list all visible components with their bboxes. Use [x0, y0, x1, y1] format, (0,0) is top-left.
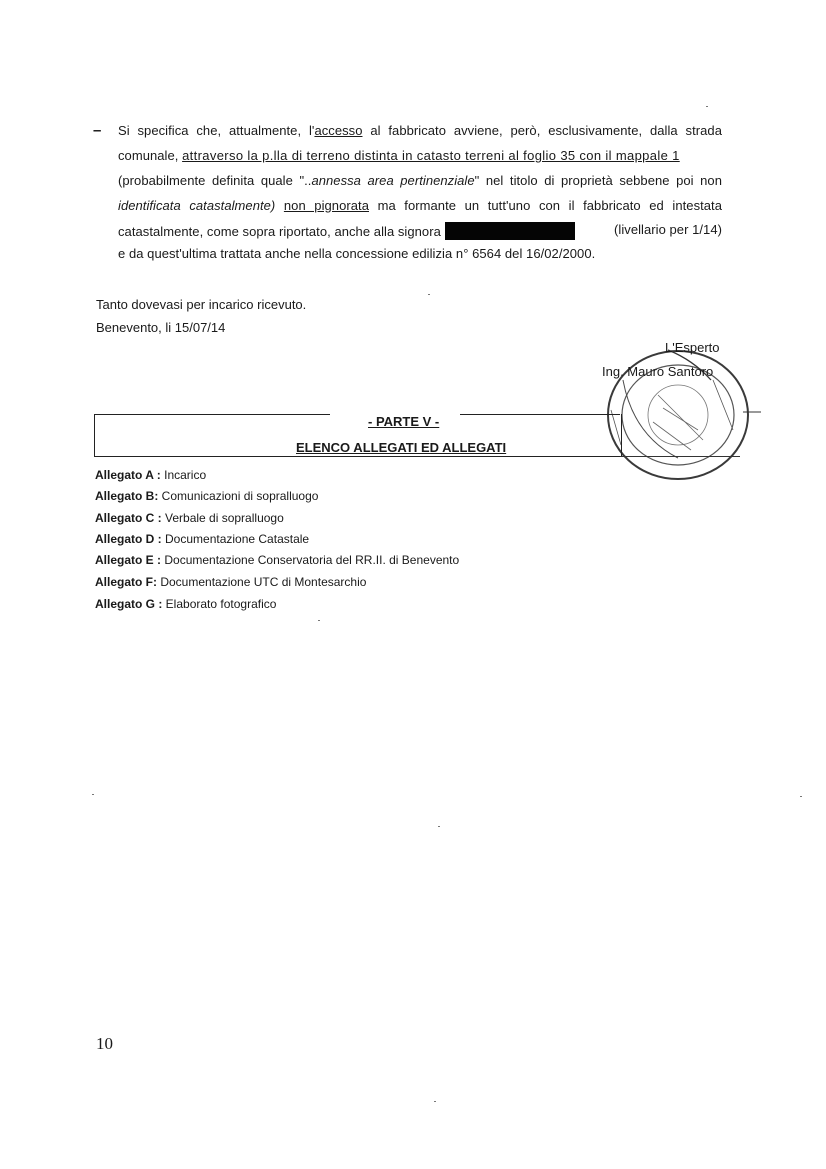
closing-line: Tanto dovevasi per incarico ricevuto.: [96, 297, 307, 312]
scan-speck: [800, 796, 802, 797]
paragraph-line-3: (probabilmente definita quale "..annessa area pertinenziale" nel titolo di proprietà sebbene poi non: [118, 173, 722, 188]
redaction-bar: [445, 222, 575, 240]
scan-speck: [438, 826, 440, 827]
list-item: Allegato A : Incarico: [95, 468, 207, 482]
scan-speck: [706, 106, 708, 107]
scan-speck: [428, 294, 430, 295]
list-item: Allegato D : Documentazione Catastale: [95, 532, 310, 546]
paragraph-line-5: catastalmente, come sopra riportato, anche alla signora (livellario per 1/14): [118, 222, 722, 239]
list-item: Allegato B: Comunicazioni di sopralluogo: [95, 489, 319, 503]
paragraph-line-2: comunale, attraverso la p.lla di terreno distinta in catasto terreni al foglio 35 con il mappale 1: [118, 148, 680, 163]
page-number: 10: [96, 1034, 113, 1053]
section-subtitle: ELENCO ALLEGATI ED ALLEGATI: [296, 440, 507, 455]
signature-role: L'Esperto: [665, 340, 720, 355]
scan-speck: [318, 620, 320, 621]
place-date: Benevento, li 15/07/14: [96, 320, 226, 335]
list-bullet: –: [93, 122, 102, 139]
scan-speck: [92, 794, 94, 795]
paragraph-line-1: Si specifica che, attualmente, l'accesso al fabbricato avviene, però, esclusivamente, dalla strada: [118, 123, 722, 138]
box-rule-extension: [620, 456, 740, 457]
section-title: - PARTE V -: [368, 414, 440, 429]
list-item: Allegato G : Elaborato fotografico: [95, 597, 277, 611]
scan-speck: [434, 1101, 436, 1102]
list-item: Allegato C : Verbale di sopralluogo: [95, 511, 284, 525]
paragraph-line-6: e da quest'ultima trattata anche nella concessione edilizia n° 6564 del 16/02/2000.: [118, 246, 596, 261]
list-item: Allegato E : Documentazione Conservatoria del RR.II. di Benevento: [95, 553, 460, 567]
paragraph-line-4: identificata catastalmente) non pignorata ma formante un tutt'uno con il fabbricato ed intestata: [118, 198, 723, 213]
list-item: Allegato F: Documentazione UTC di Montesarchio: [95, 575, 367, 589]
signature-name: Ing. Mauro Santoro: [602, 364, 714, 379]
